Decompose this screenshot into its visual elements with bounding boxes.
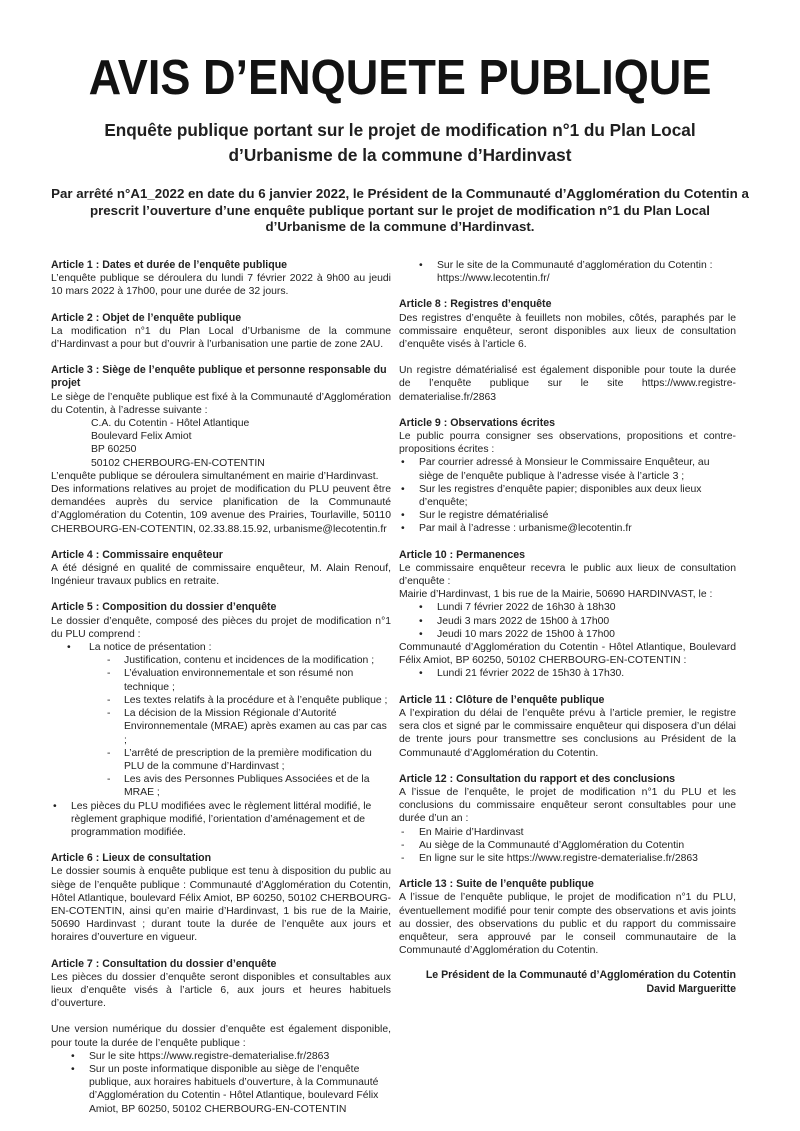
signature-block <box>399 969 736 996</box>
list-item: • Jeudi 10 mars 2022 de 15h00 à 17h00 <box>419 628 615 640</box>
list-item: • Lundi 21 février 2022 de 15h30 à 17h30. <box>419 668 625 680</box>
bullet-icon: • <box>419 668 423 680</box>
bullet-icon: • <box>419 260 423 271</box>
article-text: Des registres d’enquête à feuillets non mobiles, côtés, paraphés par le commissaire enquêteur, seront disponibles aux lieux de consultation d’enquête visés à l’article 6. <box>399 312 736 351</box>
list-item: - En ligne sur le site https://www.registre-dematerialise.fr/2863 <box>401 852 698 864</box>
bullet-icon: • <box>401 523 405 535</box>
list-item: • Sur les registres d’enquête papier; disponibles aux deux lieux d’enquête; <box>401 483 702 509</box>
bullet-icon: - <box>107 655 111 667</box>
right-column <box>399 259 736 996</box>
article-text: Le commissaire enquêteur recevra le public aux lieux de consultation d’enquête : <box>399 562 736 588</box>
page-title: AVIS D’ENQUETE PUBLIQUE <box>88 51 712 105</box>
list-item: • Jeudi 3 mars 2022 de 15h00 à 17h00 <box>419 615 610 627</box>
article-title: Article 5 : Composition du dossier d’enquête <box>51 601 277 614</box>
left-column <box>51 259 391 1116</box>
bullet-icon: • <box>401 483 405 495</box>
intro-paragraph: Par arrêté n°A1_2022 en date du 6 janvier 2022, le Président de la Communauté d’Agglomération du Cotentin a prescrit l’ouverture d’une enquête publique portant sur le projet de modification n°1 du Plan Local d’Urbanisme de la commune d’Hardinvast. <box>51 186 749 234</box>
bullet-list <box>399 456 736 535</box>
article-12 <box>399 773 736 865</box>
article-3 <box>51 364 391 536</box>
article-text: Le dossier d’enquête, composé des pièces du projet de modification n°1 du PLU comprend : <box>51 615 391 640</box>
bullet-icon: - <box>107 694 111 706</box>
bullet-list <box>399 601 736 641</box>
article-9 <box>399 417 736 536</box>
bullet-icon: - <box>401 852 405 864</box>
bullet-icon: • <box>53 800 57 812</box>
bullet-icon: • <box>419 602 423 614</box>
address-line: C.A. du Cotentin - Hôtel Atlantique <box>91 418 250 430</box>
bullet-icon: - <box>401 826 405 838</box>
article-text: Le dossier soumis à enquête publique est tenu à disposition du public au siège de l’enquête publique : Communauté d’Agglomération du Cotentin, Hôtel Atlantique, boulevard Félix Amiot, BP 60250, 50102 CHERBOURG-EN-COTENTIN, ainsi qu’en mairie d’Hardinvast, 1 bis rue de la Mairie, 50690 Hardinvast ; durant toute la durée de l’enquête aux jours et horaires d’ouverture en vigueur. <box>51 866 391 944</box>
article-title: Article 11 : Clôture de l’enquête publique <box>399 693 605 706</box>
bullet-list <box>399 826 736 866</box>
article-title: Article 4 : Commissaire enquêteur <box>51 548 223 561</box>
article-text: Communauté d’Agglomération du Cotentin - Hôtel Atlantique, Boulevard Félix Amiot, BP 60250, 50102 CHERBOURG-EN-COTENTIN : <box>399 642 736 667</box>
article-title: Article 10 : Permanences <box>399 548 526 561</box>
bullet-icon: - <box>401 839 405 851</box>
bullet-icon: - <box>107 774 111 786</box>
list-item: • Sur un poste informatique disponible au siège de l’enquête publique, aux horaires habituels d’ouverture, à la Communauté d’Agglomération du Cotentin - Hôtel Atlantique, boulevard Félix Amiot, BP 60250, 50102 CHERBOURG-EN-COTENTIN <box>71 1063 379 1115</box>
list-item: - Les textes relatifs à la procédure et à l’enquête publique ; <box>107 694 388 706</box>
subtitle-line-1: Enquête publique portant sur le projet de modification n°1 du Plan Local <box>104 120 696 140</box>
bullet-list <box>51 1050 391 1116</box>
list-item: • Par mail à l’adresse : urbanisme@lecotentin.fr <box>401 523 632 535</box>
bullet-icon: - <box>107 747 111 759</box>
bullet-list <box>399 667 736 680</box>
article-title: Article 7 : Consultation du dossier d’enquête <box>51 957 277 970</box>
list-item: - Les avis des Personnes Publiques Associées et de la MRAE ; <box>107 774 370 799</box>
list-item: • Sur le registre dématérialisé <box>401 510 549 522</box>
article-text: Le public pourra consigner ses observations, propositions et contre-propositions écrites : <box>399 431 736 456</box>
list-item: - Justification, contenu et incidences de la modification ; <box>107 655 375 667</box>
bullet-icon: • <box>419 628 423 640</box>
list-item: • Sur le site de la Communauté d’agglomération du Cotentin : https://www.lecotentin.fr/ <box>419 260 713 285</box>
article-8 <box>399 298 736 403</box>
article-text: Un registre dématérialisé est également disponible pour toute la durée de l’enquête publique sur le site https://www.registre-dematerialise.fr/2863 <box>399 365 736 403</box>
list-item: • Lundi 7 février 2022 de 16h30 à 18h30 <box>419 602 616 614</box>
bullet-icon: • <box>401 457 405 469</box>
bullet-list <box>399 259 736 285</box>
subtitle-line-2: d’Urbanisme de la commune d’Hardinvast <box>228 145 572 165</box>
article-5 <box>51 601 391 839</box>
article-10 <box>399 549 736 681</box>
article-2 <box>51 312 391 352</box>
bullet-icon: • <box>67 642 71 654</box>
article-7 <box>51 958 391 1116</box>
list-item: - L’évaluation environnementale et son résumé non technique ; <box>107 668 354 693</box>
article-title: Article 2 : Objet de l’enquête publique <box>51 311 242 324</box>
article-11 <box>399 694 736 760</box>
bullet-icon: • <box>71 1063 75 1075</box>
article-text: L’enquête publique se déroulera du lundi 7 février 2022 à 9h00 au jeudi 10 mars 2022 à 17h00, pour une durée de 32 jours. <box>51 273 391 298</box>
list-item: • Les pièces du PLU modifiées avec le règlement littéral modifié, le règlement graphique modifié, l’orientation d’aménagement et de programmation modifiée. <box>53 800 372 838</box>
list-item: - Au siège de la Communauté d’Agglomération du Cotentin <box>401 839 685 851</box>
article-13 <box>399 878 736 957</box>
article-text: A l’issue de l’enquête, le projet de modification n°1 du PLU et les conclusions du commissaire enquêteur seront consultables pour une durée d’un an : <box>399 786 736 825</box>
bullet-list <box>51 641 391 839</box>
article-text: La modification n°1 du Plan Local d’Urbanisme de la commune d’Hardinvast a pour but d’ouvrir à l’urbanisation une partie de zone 2AU. <box>51 325 391 351</box>
article-6 <box>51 852 391 944</box>
address-line: 50102 CHERBOURG-EN-COTENTIN <box>91 457 265 469</box>
article-title: Article 1 : Dates et durée de l’enquête publique <box>51 259 288 271</box>
list-item: • Par courrier adressé à Monsieur le Commissaire Enquêteur, au siège de l’enquête publique à l’adresse visée à l’article 3 ; <box>401 457 710 482</box>
list-item: • La notice de présentation : <box>67 642 212 654</box>
signature-name: David Margueritte <box>646 982 736 995</box>
list-item: - La décision de la Mission Régionale d’Autorité Environnementale (MRAE) après examen au cas par cas ; <box>107 708 387 746</box>
article-4 <box>51 549 391 589</box>
bullet-icon: • <box>401 510 405 522</box>
list-item: • Sur le site https://www.registre-dematerialise.fr/2863 <box>71 1050 330 1062</box>
article-text: A l’expiration du délai de l’enquête prévu à l’article premier, le registre sera clos et signé par le commissaire enquêteur qui disposera d’un délai de trente jours pour transmettre ses conclusions au Président de la Communauté d’Agglomération du Cotentin. <box>399 707 736 759</box>
article-text: Une version numérique du dossier d’enquête est également disponible, pour toute la durée de l’enquête publique : <box>51 1024 391 1049</box>
article-title: Article 6 : Lieux de consultation <box>51 852 212 865</box>
address-line: Boulevard Felix Amiot <box>91 431 192 443</box>
subtitle <box>90 118 710 168</box>
bullet-icon: • <box>419 615 423 627</box>
article-text: A été désigné en qualité de commissaire enquêteur, M. Alain Renouf, Ingénieur travaux publics en retraite. <box>51 563 391 588</box>
list-item: - L’arrêté de prescription de la première modification du PLU de la commune d’Hardinvast ; <box>107 747 372 772</box>
list-item: - En Mairie d’Hardinvast <box>401 826 524 838</box>
article-title: Article 3 : Siège de l’enquête publique et personne responsable du projet <box>51 364 387 390</box>
article-text: Mairie d’Hardinvast, 1 bis rue de la Mairie, 50690 HARDINVAST, le : <box>399 589 713 601</box>
article-text: L’enquête publique se déroulera simultanément en mairie d’Hardinvast. <box>51 470 379 482</box>
article-text: A l’issue de l’enquête publique, le projet de modification n°1 du PLU, éventuellement modifié pour tenir compte des observations et avis joints au dossier, des observations du public et du rapport du commissaire enquêteur, sera approuvé par le conseil communautaire de la Communauté d’Agglomération du Cotentin. <box>399 892 736 957</box>
address-line: BP 60250 <box>91 444 137 456</box>
bullet-icon: - <box>107 668 111 680</box>
article-text: Le siège de l’enquête publique est fixé à la Communauté d’Agglomération du Cotentin, à l’adresse suivante : <box>51 391 391 416</box>
article-text: Des informations relatives au projet de modification du PLU peuvent être demandées auprès du service planification de la Communauté d’Agglomération du Cotentin, 109 avenue des Prairies, Tourlaville, 50110 CHERBOURG-EN-COTENTIN, 02.33.88.15.92, urbanisme@lecotentin.fr <box>51 484 391 535</box>
article-title: Article 13 : Suite de l’enquête publique <box>399 878 594 891</box>
article-text: Les pièces du dossier d’enquête seront disponibles et consultables aux lieux d’enquête visés à l’article 6, aux jours et heures habituels d’ouverture. <box>51 971 391 1010</box>
article-title: Article 8 : Registres d’enquête <box>399 298 552 311</box>
bullet-icon: • <box>71 1050 75 1062</box>
signature-title: Le Président de la Communauté d’Agglomération du Cotentin <box>425 969 736 982</box>
article-1 <box>51 259 391 299</box>
article-title: Article 9 : Observations écrites <box>399 416 556 429</box>
article-title: Article 12 : Consultation du rapport et des conclusions <box>399 772 676 785</box>
bullet-icon: - <box>107 708 111 720</box>
